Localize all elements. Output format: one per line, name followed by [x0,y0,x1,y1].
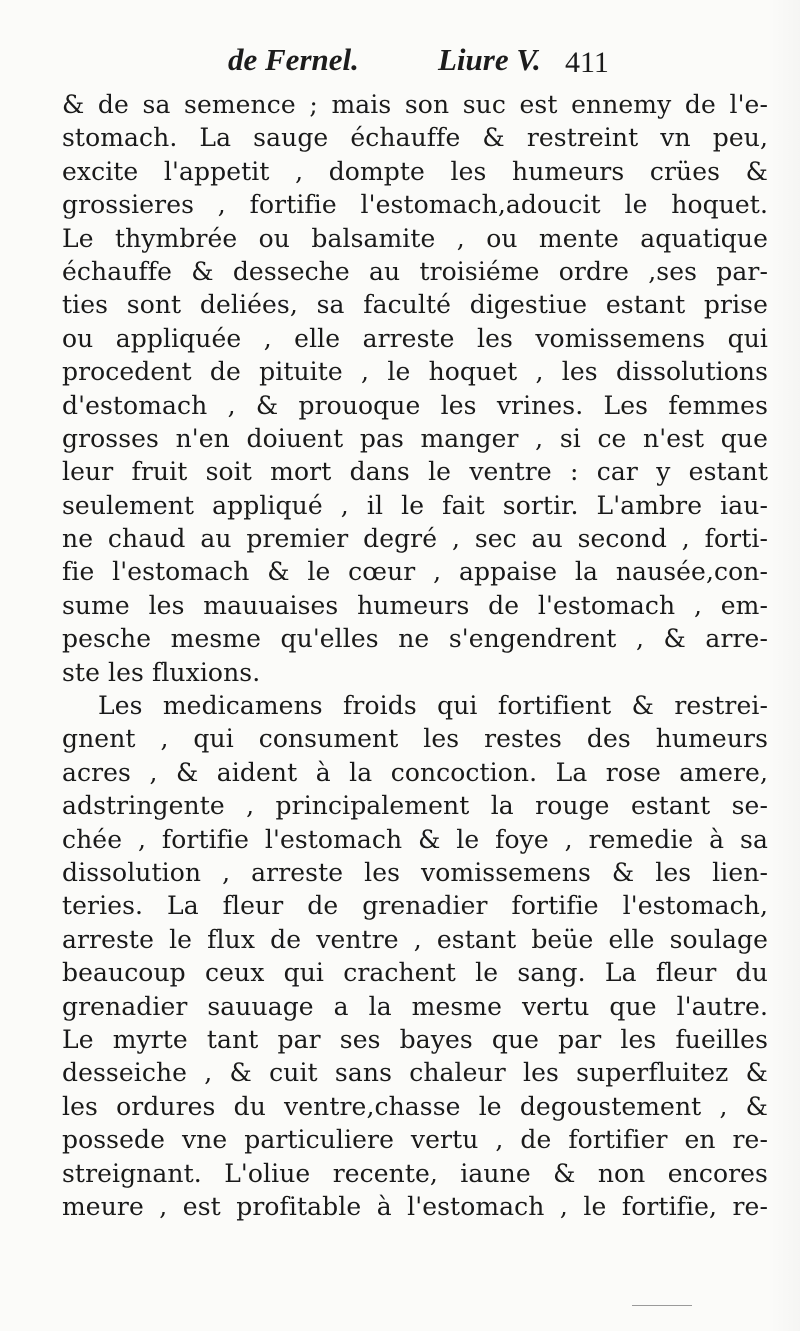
running-head [220,42,760,82]
text-line: adstringente , principalement la rouge estant se- [62,791,768,821]
text-line: teries. La fleur de grenadier fortifie l'estomach, [62,891,768,921]
text-line: grosses n'en doiuent pas manger , si ce n'est que [62,423,768,453]
text-line: beaucoup ceux qui crachent le sang. La fleur du [62,958,768,988]
text-line: sume les mauuaises humeurs de l'estomach , em- [62,590,768,620]
text-line: desseiche , & cuit sans chaleur les superfluitez & [62,1058,768,1088]
text-line: meure , est profitable à l'estomach , le fortifie, re- [62,1191,768,1221]
text-line: streignant. L'oliue recente, iaune & non encores [62,1158,768,1188]
text-line: stomach. La sauge échauffe & restreint vn peu, [62,123,768,153]
text-line: pesche mesme qu'elles ne s'engendrent , & arre- [62,624,768,654]
body-text [62,88,768,1223]
running-head-book: Liure V. [438,42,541,77]
text-line: ou appliquée , elle arreste les vomissemens qui [62,323,768,353]
text-line: gnent , qui consument les restes des humeurs [62,724,768,754]
text-line: arreste le flux de ventre , estant beüe elle soulage [62,924,768,954]
text-line: acres , & aident à la concoction. La rose amere, [62,757,768,787]
page-number: 411 [565,46,609,79]
text-line: possede vne particuliere vertu , de fortifier en re- [62,1125,768,1155]
text-line: ties sont deliées, sa faculté digestiue estant prise [62,290,768,320]
decorative-rule [632,1305,692,1306]
text-line: procedent de pituite , le hoquet , les dissolutions [62,357,768,387]
text-line: leur fruit soit mort dans le ventre : car y estant [62,457,768,487]
text-line: chée , fortifie l'estomach & le foye , remedie à sa [62,824,768,854]
text-line: dissolution , arreste les vomissemens & les lien- [62,857,768,887]
text-line: seulement appliqué , il le fait sortir. L'ambre iau- [62,490,768,520]
text-line: Le myrte tant par ses bayes que par les fueilles [62,1024,768,1054]
text-line: échauffe & desseche au troisiéme ordre ,ses par- [62,256,768,286]
text-line: excite l'appetit , dompte les humeurs crües & [62,156,768,186]
text-line: fie l'estomach & le cœur , appaise la nausée,con- [62,557,768,587]
text-line: d'estomach , & prouoque les vrines. Les femmes [62,390,768,420]
text-line: & de sa semence ; mais son suc est ennemy de l'e- [62,90,768,119]
text-line: grossieres , fortifie l'estomach,adoucit le hoquet. [62,190,768,220]
text-line: Les medicamens froids qui fortifient & restrei- [98,691,768,721]
text-line: Le thymbrée ou balsamite , ou mente aquatique [62,223,768,253]
text-line: ne chaud au premier degré , sec au second , forti- [62,524,768,554]
text-line: grenadier sauuage a la mesme vertu que l'autre. [62,991,768,1021]
text-line: ste les fluxions. [62,657,261,687]
page-edge-shadow [770,0,800,1331]
text-line: les ordures du ventre,chasse le degoustement , & [62,1091,768,1121]
running-head-author: de Fernel. [228,42,359,77]
